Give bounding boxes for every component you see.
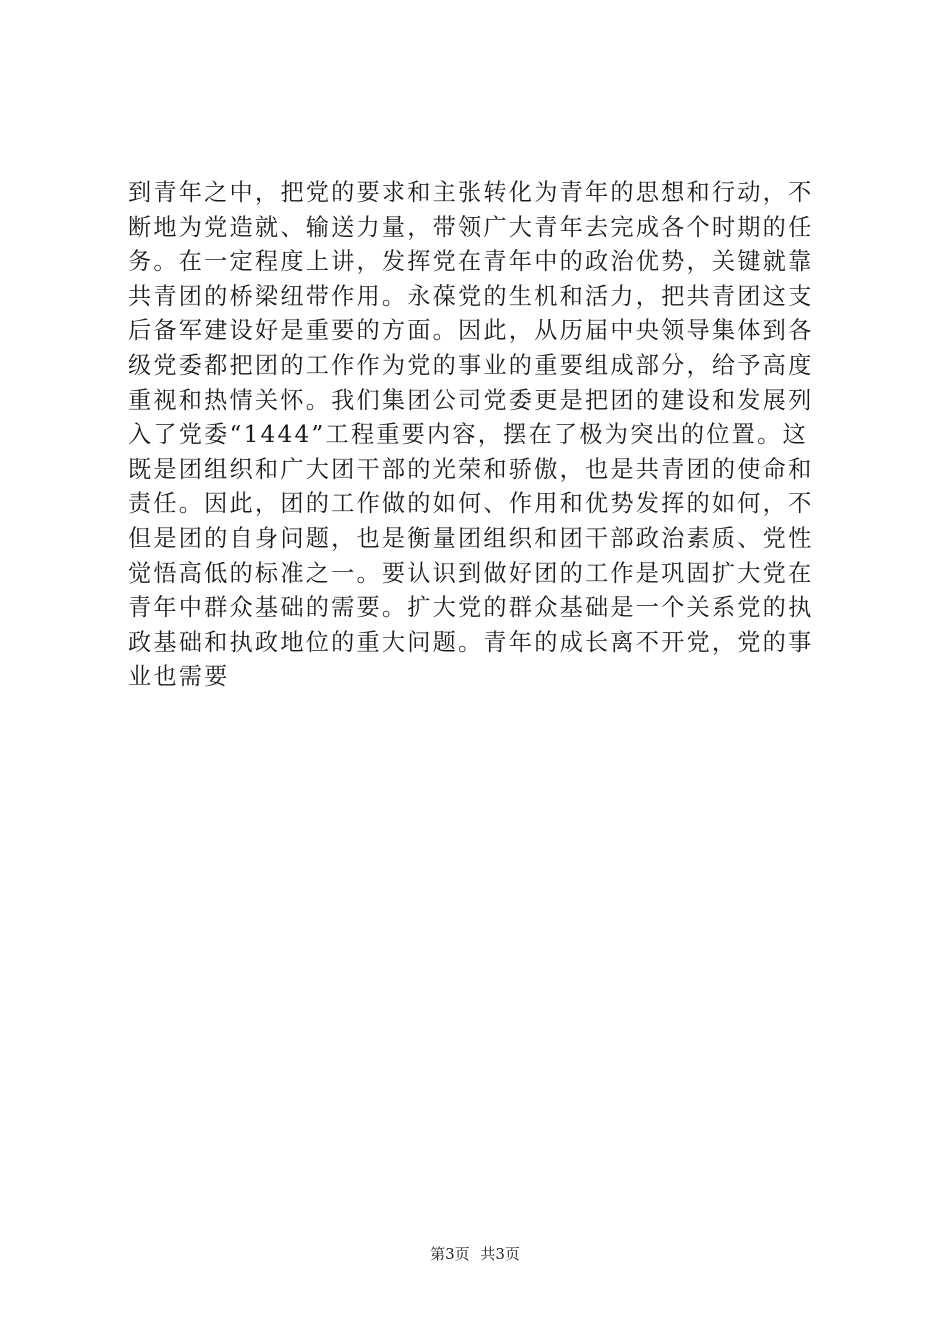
text-line: 政基础和执政地位的重大问题。青年的成长离不开党，党的事 xyxy=(128,628,814,656)
text-line: 觉悟高低的标准之一。要认识到做好团的工作是巩固扩大党在 xyxy=(128,559,814,587)
text-line: 责任。因此，团的工作做的如何、作用和优势发挥的如何，不 xyxy=(128,490,814,518)
body-text xyxy=(128,176,828,695)
text-line: 到青年之中，把党的要求和主张转化为青年的思想和行动，不 xyxy=(128,179,814,206)
text-line: 务。在一定程度上讲，发挥党在青年中的政治优势，关键就靠 xyxy=(128,248,814,276)
text-line: 入了党委“1444”工程重要内容，摆在了极为突出的位置。这 xyxy=(128,421,808,449)
text-line: 级党委都把团的工作作为党的事业的重要组成部分，给予高度 xyxy=(128,351,814,379)
text-line: 后备军建设好是重要的方面。因此，从历届中央领导集体到各 xyxy=(128,317,814,345)
page-number: 第3页 xyxy=(430,1245,470,1263)
text-line: 断地为党造就、输送力量，带领广大青年去完成各个时期的任 xyxy=(128,213,814,241)
text-line: 既是团组织和广大团干部的光荣和骄傲，也是共青团的使命和 xyxy=(128,455,814,483)
text-line: 重视和热情关怀。我们集团公司党委更是把团的建设和发展列 xyxy=(128,386,814,414)
text-line: 共青团的桥梁纽带作用。永葆党的生机和活力，把共青团这支 xyxy=(128,282,814,310)
text-line: 青年中群众基础的需要。扩大党的群众基础是一个关系党的执 xyxy=(128,594,814,622)
text-line: 业也需要 xyxy=(128,663,230,691)
page-footer xyxy=(0,1244,950,1264)
text-line: 但是团的自身问题，也是衡量团组织和团干部政治素质、党性 xyxy=(128,524,814,552)
page-total: 共3页 xyxy=(480,1245,520,1263)
